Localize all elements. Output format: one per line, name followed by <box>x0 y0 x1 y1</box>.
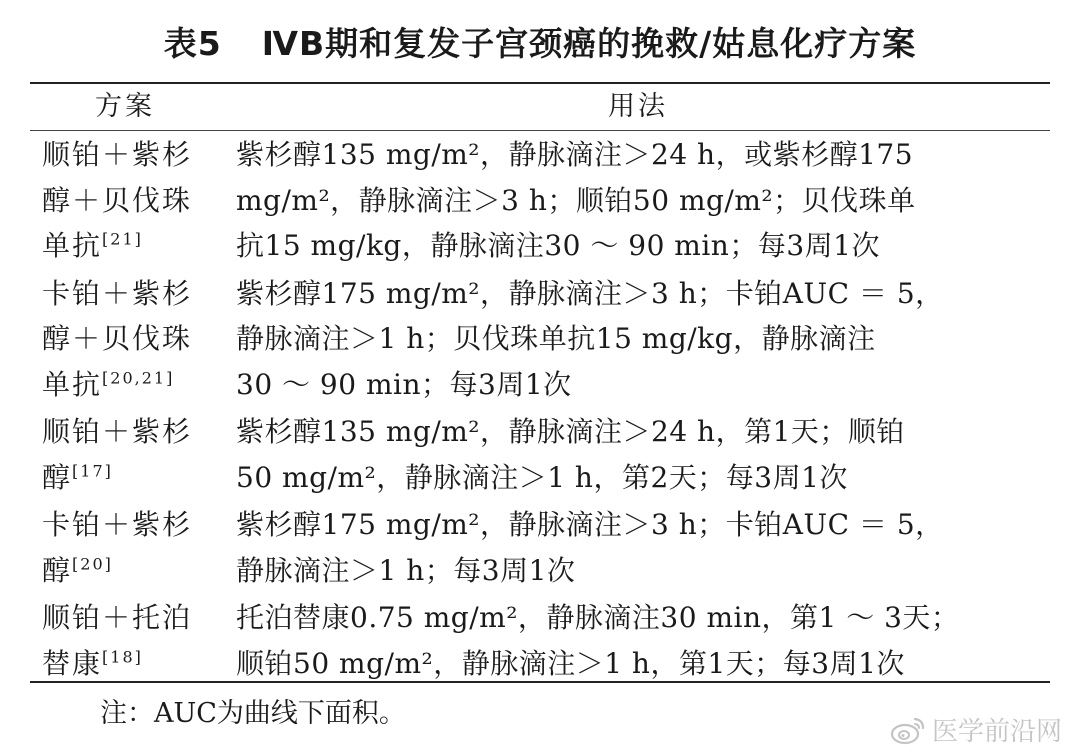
reference-mark: [17] <box>72 461 113 481</box>
header-rule <box>30 130 1050 131</box>
weibo-icon <box>890 715 926 745</box>
bottom-rule <box>30 681 1050 683</box>
regimen-cell: 顺铂＋托泊 替康[18] <box>42 601 193 680</box>
reference-mark: [21] <box>102 229 143 249</box>
regimen-cell: 卡铂＋紫杉 醇[20] <box>42 508 193 587</box>
table-row <box>30 271 1050 408</box>
table-row <box>30 132 1050 269</box>
usage-cell: 托泊替康0.75 mg/m²，静脉滴注30 min，第1 ～ 3天； 顺铂50 mg/m²，静脉滴注＞1 h，第1天；每3周1次 <box>236 601 960 680</box>
regimen-cell: 卡铂＋紫杉 醇＋贝伐珠 单抗[20,21] <box>42 276 193 401</box>
watermark-text: 医学前沿网 <box>931 717 1062 747</box>
table-row <box>30 409 1050 500</box>
watermark <box>890 711 1062 748</box>
regimen-table <box>30 132 1050 686</box>
usage-cell: 紫杉醇135 mg/m²，静脉滴注＞24 h，第1天；顺铂 50 mg/m²，静脉滴注＞1 h，第2天；每3周1次 <box>236 415 905 494</box>
table-row <box>30 595 1050 686</box>
table-row <box>30 502 1050 593</box>
table-caption: ⅣB期和复发子宫颈癌的挽救/姑息化疗方案 <box>261 24 917 63</box>
header-regimen: 方案 <box>95 91 155 122</box>
reference-mark: [18] <box>102 647 143 667</box>
table-number: 表5 <box>163 24 222 63</box>
reference-mark: [20] <box>72 554 113 574</box>
usage-cell: 紫杉醇175 mg/m²，静脉滴注＞3 h；卡铂AUC ＝ 5， 静脉滴注＞1 h；每3周1次 <box>236 508 944 587</box>
table-note: 注：AUC为曲线下面积。 <box>100 698 406 729</box>
regimen-cell: 顺铂＋紫杉 醇[17] <box>42 415 193 494</box>
usage-cell: 紫杉醇175 mg/m²，静脉滴注＞3 h；卡铂AUC ＝ 5， 静脉滴注＞1 h；贝伐珠单抗15 mg/kg，静脉滴注 30 ～ 90 min；每3周1次 <box>236 276 944 401</box>
reference-mark: [20,21] <box>102 368 175 388</box>
table-title <box>0 18 1080 65</box>
usage-cell: 紫杉醇135 mg/m²，静脉滴注＞24 h，或紫杉醇175 mg/m²，静脉滴注＞3 h；顺铂50 mg/m²；贝伐珠单 抗15 mg/kg，静脉滴注30 ～ 90 min；每3周1次 <box>236 138 916 262</box>
header-usage: 用法 <box>608 91 668 122</box>
top-rule <box>30 82 1050 84</box>
regimen-cell: 顺铂＋紫杉 醇＋贝伐珠 单抗[21] <box>42 138 193 262</box>
